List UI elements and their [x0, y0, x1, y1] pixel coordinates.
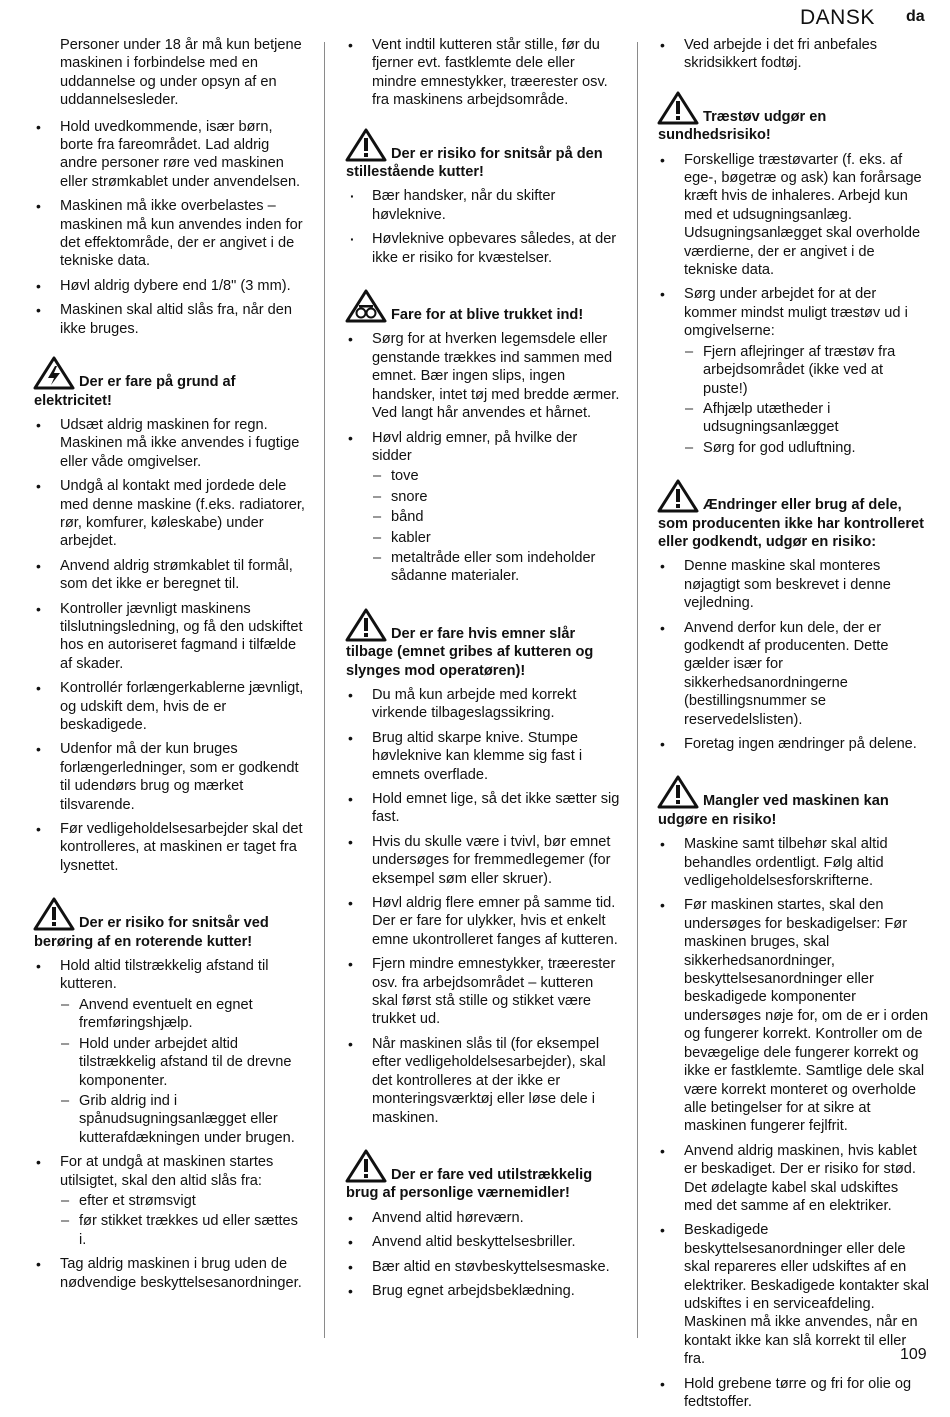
list-item: • Anvend aldrig maskinen, hvis kablet er beskadiget. Der er risiko for stød. Det ødelagte kabel skal udskiftes med det samme af en elektriker.: [658, 1142, 930, 1216]
top-list: [346, 36, 620, 110]
list-item: • Hvis du skulle være i tvivl, bør emnet undersøges for fremmedlegemer (for eksempel søm eller skruer).: [346, 833, 620, 888]
sub-list-item: – metaltråde eller som indeholder sådanne materialer.: [372, 549, 620, 586]
rotating-heading-text: Der er risiko for snitsår ved berøring af en roterende kutter!: [34, 915, 269, 950]
list-item: • Brug egnet arbejdsbeklædning.: [346, 1282, 620, 1300]
list-item-text: Tag aldrig maskinen i brug uden de nødvendige beskyttelsesanordninger.: [60, 1256, 302, 1291]
list-item: • Anvend aldrig strømkablet til formål, som det ikke er beregnet til.: [34, 557, 306, 594]
column-divider: [637, 42, 638, 1338]
sub-list-item: – Afhjælp utætheder i udsugningsanlægget: [684, 400, 930, 437]
sub-list-item: – Hold under arbejdet altid tilstrækkelig afstand til de drevne komponenter.: [60, 1035, 306, 1090]
electric-hazard-icon: [33, 356, 75, 390]
list-item: • Du må kun arbejde med korrekt virkende tilbageslagssikring.: [346, 686, 620, 723]
list-item: • Når maskinen slås til (for eksempel efter vedligeholdelsesarbejder), skal det kontrolleres at der ikke er monteringsværktøj eller løse dele i maskinen.: [346, 1035, 620, 1127]
sub-list-item: – Anvend eventuelt en egnet fremføringshjælp.: [60, 996, 306, 1033]
column-3: [658, 36, 930, 1417]
list-item: [346, 330, 620, 422]
list-item: • Brug altid skarpe knive. Stumpe høvleknive kan klemme sig fast i emnets overflade.: [346, 729, 620, 784]
list-item: • Hold emnet lige, så det ikke sætter sig fast.: [346, 790, 620, 827]
list-item: • Undgå al kontakt med jordede dele med denne maskine (f.eks. radiatorer, rør, komfurer, køleskabe) under arbejdet.: [34, 477, 306, 551]
rotating-heading: [34, 897, 306, 951]
list-item: [34, 1255, 306, 1292]
list-item: • Anvend altid beskyttelsesbriller.: [346, 1233, 620, 1251]
dust-heading: [658, 91, 930, 145]
page-number: 109: [900, 1346, 927, 1363]
list-item: • Maskinen må ikke overbelastes – maskinen må kun anvendes inden for det effektområde, der er angivet i de tekniske data.: [34, 197, 306, 271]
list-item: • Høvl aldrig flere emner på samme tid. Der er fare for ulykker, hvis et enkelt emne ukontrolleret fanges af kutteren.: [346, 894, 620, 949]
electric-heading: [34, 356, 306, 410]
sub-list-item: – kabler: [372, 529, 620, 547]
list-item: • Foretag ingen ændringer på delene.: [658, 735, 930, 753]
list-item-text: Sørg for at hverken legemsdele eller genstande trækkes ind sammen med emnet. Bær ingen slips, ingen handsker, intet tøj med bredde ærmer. Ved langt hår anvendes et hårnet.: [372, 331, 620, 422]
list-item: [658, 151, 930, 280]
intro-paragraph: Personer under 18 år må kun betjene maskinen i forbindelse med en uddannelse og under opsyn af en uddannelsesleder.: [60, 37, 302, 109]
list-item: • Hold uvedkommende, især børn, borte fra fareområdet. Lad aldrig andre personer røre ved maskinen eller strømkablet under anvendelsen.: [34, 118, 306, 192]
column-1: [34, 36, 306, 1298]
list-item: • Maskine samt tilbehør skal altid behandles ordentligt. Følg altid vedligeholdelsesforskrifterne.: [658, 835, 930, 890]
defects-list: [658, 835, 930, 1411]
warning-triangle-icon: [33, 897, 75, 931]
list-item-text: For at undgå at maskinen startes utilsigtet, skal den altid slås fra:: [60, 1154, 274, 1189]
list-item: • Ved arbejde i det fri anbefales skridsikkert fodtøj.: [658, 36, 930, 73]
sub-list-item: – Grib aldrig ind i spånudsugningsanlægget eller kutterafdækningen under brugen.: [60, 1092, 306, 1147]
sub-list: [60, 1192, 306, 1249]
warning-triangle-icon: [657, 775, 699, 809]
electric-heading-text: Der er fare på grund af elektricitet!: [34, 374, 236, 409]
list-item: • Bær altid en støvbeskyttelsesmaske.: [346, 1258, 620, 1276]
list-item: • Beskadigede beskyttelsesanordninger eller dele skal repareres eller udskiftes af en elektriker. Beskadigede kontakter skal udskiftes i en serviceafdeling. Maskinen må ikke anvendes, når en kontakt ikke kan slå korrekt til eller fra.: [658, 1221, 930, 1368]
ppe-heading: [346, 1149, 620, 1203]
sub-list-item: – før stikket trækkes ud eller sættes i.: [60, 1212, 306, 1249]
defects-heading: [658, 775, 930, 829]
stationary-heading-text: Der er risiko for snitsår på den stillestående kutter!: [346, 145, 603, 181]
list-item-text: Sørg under arbejdet for at der kommer mindst muligt træstøv ud i omgivelserne:: [684, 286, 908, 340]
pull-heading-text: Fare for at blive trukket ind!: [391, 307, 584, 324]
warning-triangle-icon: [345, 608, 387, 642]
ppe-list: [346, 1209, 620, 1301]
list-item: [346, 429, 620, 586]
column-2: [346, 36, 620, 1306]
list-item: • Anvend altid høreværn.: [346, 1209, 620, 1227]
pull-heading: [346, 289, 620, 324]
sub-list-item: – Sørg for god udluftning.: [684, 439, 930, 457]
sub-list-item: – efter et strømsvigt: [60, 1192, 306, 1210]
list-item: [34, 1153, 306, 1249]
warning-triangle-icon: [657, 91, 699, 125]
list-item: • Før vedligeholdelsesarbejder skal det kontrolleres, at maskinen er taget fra lysnettet.: [34, 820, 306, 875]
list-item-text: Forskellige træstøvarter (f. eks. af ege-, bøgetræ og ask) kan forårsage kræft hvis de inhaleres. Arbejd kun med et udsugningsanlæg. Udsugningsanlægget skal overholde værdierne, der er angivet i de tekniske data.: [684, 151, 922, 279]
rotating-list: [34, 957, 306, 1292]
general-list: [34, 118, 306, 338]
list-item: • Udsæt aldrig maskinen for regn. Maskinen må ikke anvendes i fugtige eller våde omgivelser.: [34, 416, 306, 471]
sub-list-item: – Fjern aflejringer af træstøv fra arbejdsområdet (ikke ved at puste!): [684, 343, 930, 398]
defects-heading-text: Mangler ved maskinen kan udgøre en risiko!: [658, 793, 889, 828]
pull-list: [346, 330, 620, 585]
list-item: [34, 957, 306, 1147]
pull-in-hazard-icon: [345, 289, 387, 323]
kickback-heading: [346, 608, 620, 680]
sub-list-item: – tove: [372, 467, 620, 485]
warning-triangle-icon: [345, 1149, 387, 1183]
kickback-list: [346, 686, 620, 1127]
stationary-heading: [346, 128, 620, 182]
warning-triangle-icon: [657, 479, 699, 513]
list-item: · Høvleknive opbevares således, at der ikke er risiko for kvæstelser.: [346, 230, 620, 267]
list-item: • Før maskinen startes, skal den undersøges for beskadigelser: Før maskinen bruges, skal sikkerhedsanordninger, beskyttelsesanordninger eller beskadigede komponenter undersøges nøje for, om de er i orden og fungerer korrekt. Kontroller om de bevægelige dele fungerer korrekt og ikke er fastklemte. Samtlige dele skal være korrekt monteret og overholde alle betingelser for at sikre at maskinen fungerer fejlfrit.: [658, 896, 930, 1135]
list-item-text: Hold altid tilstrækkelig afstand til kutteren.: [60, 958, 269, 993]
ppe-heading-text: Der er fare ved utilstrækkelig brug af personlige værnemidler!: [346, 1166, 593, 1202]
kickback-heading-text: Der er fare hvis emner slår tilbage (emnet gribes af kutteren og slynges mod operatøren)!: [346, 625, 594, 679]
top-list: [658, 36, 930, 73]
sub-list-item: – snore: [372, 488, 620, 506]
dust-list: [658, 151, 930, 458]
warning-triangle-icon: [345, 128, 387, 162]
dust-heading-text: Træstøv udgør en sundhedsrisiko!: [658, 108, 827, 144]
stationary-list: [346, 187, 620, 267]
parts-list: [658, 557, 930, 753]
electric-list: [34, 416, 306, 875]
list-item: • Maskinen skal altid slås fra, når den ikke bruges.: [34, 301, 306, 338]
list-item: • Anvend derfor kun dele, der er godkendt af producenten. Dette gælder især for sikkerhedsanordningerne (bestillingsnummer se reservedelslisten).: [658, 619, 930, 729]
list-item: • Denne maskine skal monteres nøjagtigt som beskrevet i denne vejledning.: [658, 557, 930, 612]
list-item: • Vent indtil kutteren står stille, før du fjerner evt. fastklemte dele eller mindre emnestykker, træerester osv. fra maskinens arbejdsområde.: [346, 36, 620, 110]
list-item: • Fjern mindre emnestykker, træerester osv. fra arbejdsområdet – kutteren skal først stå stille og stikket være trukket ud.: [346, 955, 620, 1029]
header-language-code: da: [906, 8, 925, 25]
parts-heading-text: Ændringer eller brug af dele, som producenten ikke har kontrolleret eller godkendt, udgør en risiko:: [658, 497, 924, 550]
parts-heading: [658, 479, 930, 551]
list-item: • Høvl aldrig dybere end 1/8" (3 mm).: [34, 277, 306, 295]
list-item-text: Høvl aldrig emner, på hvilke der sidder: [372, 429, 578, 464]
list-item: • Kontroller jævnligt maskinens tilslutningsledning, og få den udskiftet hos en autoriseret fagmand i tilfælde af skader.: [34, 600, 306, 674]
list-item: · Bær handsker, når du skifter høvleknive.: [346, 187, 620, 224]
sub-list-item: – bånd: [372, 508, 620, 526]
list-item: [658, 285, 930, 457]
sub-list: [372, 467, 620, 585]
list-item: • Kontrollér forlængerkablerne jævnligt, og udskift dem, hvis de er beskadigede.: [34, 679, 306, 734]
column-divider: [324, 42, 325, 1338]
list-item: • Hold grebene tørre og fri for olie og fedtstoffer.: [658, 1375, 930, 1412]
header-language: DANSK: [800, 6, 875, 29]
sub-list: [684, 343, 930, 457]
sub-list: [60, 996, 306, 1147]
list-item: • Udenfor må der kun bruges forlængerledninger, som er godkendt til udendørs brug og mærket tilsvarende.: [34, 740, 306, 814]
